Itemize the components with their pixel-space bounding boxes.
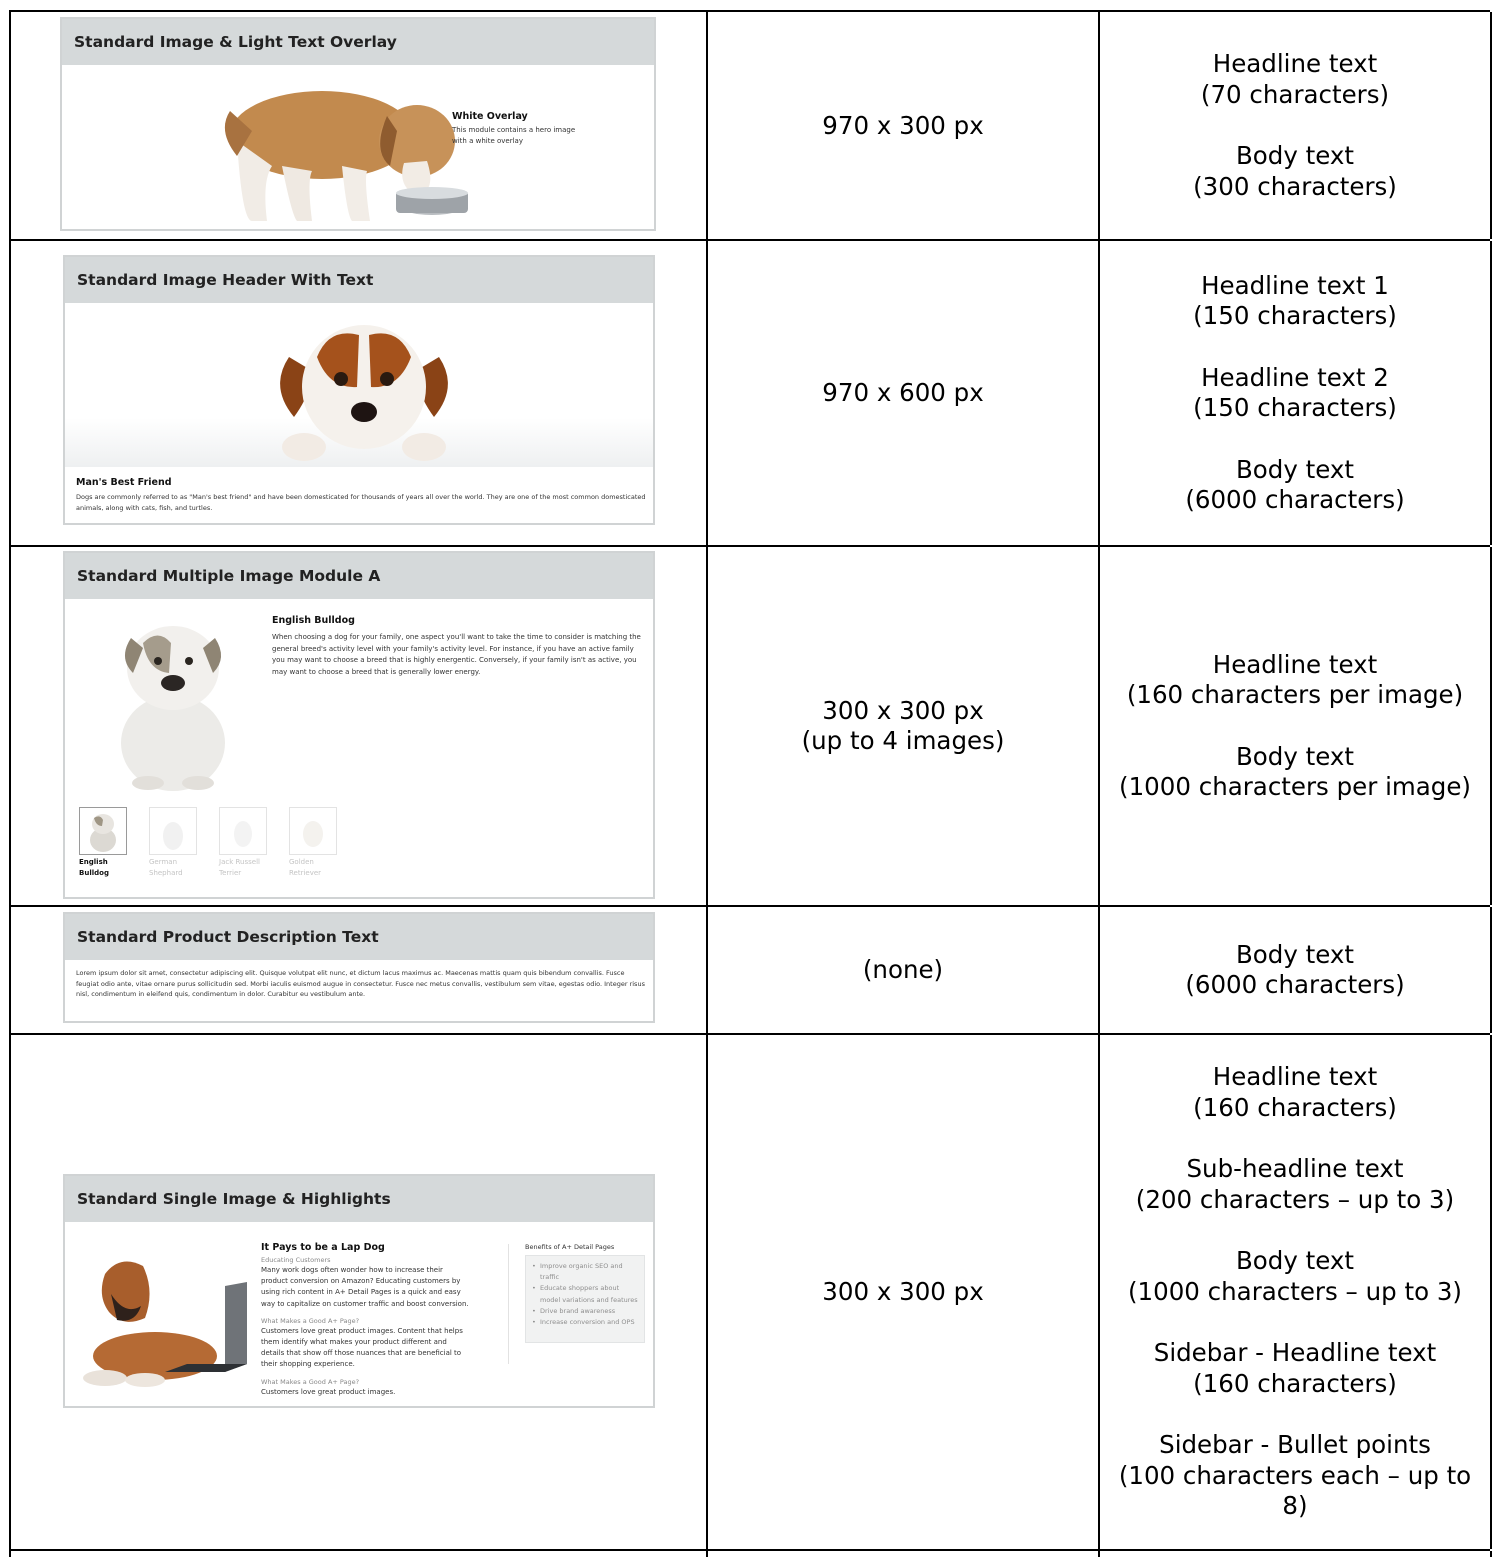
thumbnail-label: Golden Retriever (289, 858, 322, 877)
text-limits-cell (1100, 1035, 1492, 1549)
sub-headline: What Makes a Good A+ Page? (261, 1377, 360, 1386)
image-size-line: 300 x 300 px (822, 1277, 984, 1306)
text-limits-cell (1100, 907, 1492, 1033)
overlay-title: White Overlay (452, 111, 528, 122)
hero-image-area (65, 303, 655, 467)
limit-label: Headline text 1 (1201, 270, 1389, 300)
thumbnail-image (150, 808, 196, 854)
limit-value: (160 characters per image) (1126, 680, 1464, 709)
thumbnail-label: German Shephard (149, 858, 183, 877)
module-title: Standard Image & Light Text Overlay (62, 19, 654, 65)
limit-value: (100 characters each – up to 8) (1118, 1460, 1472, 1521)
limit-label: Headline text 2 (1201, 362, 1389, 392)
highlights-text (261, 1242, 471, 1398)
bulldog-puppy-image (182, 71, 482, 225)
limit-label: Sidebar - Headline text (1153, 1338, 1437, 1368)
table-row (11, 241, 1490, 547)
thumbnail-german-shephard[interactable] (149, 807, 197, 855)
module-preview (60, 17, 656, 231)
image-size-line: 300 x 300 px (822, 696, 984, 725)
english-bulldog-image (103, 613, 243, 793)
white-overlay-box (452, 111, 592, 146)
image-size-line: (none) (862, 955, 944, 984)
limit-label: Headline text (1212, 49, 1378, 78)
table-row (11, 547, 1490, 907)
limit-value: (1000 characters – up to 3) (1127, 1276, 1462, 1306)
sidebar-divider (508, 1244, 509, 1364)
module-preview-cell (11, 1035, 708, 1549)
thumbnail-label: Jack Russell Terrier (219, 858, 260, 877)
boxer-dog-laptop-image (75, 1246, 255, 1396)
sidebar (525, 1242, 645, 1343)
image-size-line: 970 x 600 px (822, 378, 984, 407)
table-row (11, 1035, 1490, 1551)
module-preview (63, 1174, 655, 1408)
sidebar-bullet: • Improve organic SEO and traffic (532, 1261, 638, 1283)
image-size-line: 970 x 300 px (822, 110, 984, 140)
limit-value: (150 characters) (1193, 393, 1397, 422)
image-size-cell (708, 241, 1100, 545)
table-row (11, 12, 1490, 241)
sidebar-bullet: • Drive brand awareness (532, 1306, 638, 1317)
module-preview (63, 255, 655, 525)
limit-value: (160 characters) (1193, 1368, 1397, 1398)
thumbnail-golden-retriever[interactable] (289, 807, 337, 855)
image-size-line: (up to 4 images) (801, 726, 1005, 755)
detail-text (272, 615, 642, 678)
overlay-body: This module contains a hero image with a white overlay (452, 126, 576, 145)
limit-value: (70 characters) (1200, 79, 1390, 109)
module-title: Standard Single Image & Highlights (65, 1176, 653, 1222)
description-body: Lorem ipsum dolor sit amet, consectetur adipiscing elit. Quisque volutpat elit nunc, et dictum lacus maximus ac. Maecenas mattis quam quis bibendum convallis. Fusce feugiat odio ante, vitae ornare purus sollicitudin sed. Morbi iaculis euismod augue in consectetur. Fusce nec metus convallis, vestibulum sem vitae, egestas odio. Integer risus nisl, condimentum in eleifend quis, condimentum in dolor. Curabitur eu vestibulum ante. (76, 969, 645, 998)
sub-headline: What Makes a Good A+ Page? (261, 1316, 360, 1325)
limit-label: Headline text (1212, 649, 1378, 679)
image-size-cell (708, 1035, 1100, 1549)
limit-value: (300 characters) (1193, 171, 1397, 201)
limit-value: (160 characters) (1193, 1092, 1397, 1122)
image-size-cell (708, 12, 1100, 239)
limit-label: Body text (1236, 939, 1354, 969)
highlights-body: Many work dogs often wonder how to increase their product conversion on Amazon? Educating customers by using rich content in A+ Detail Pages is a quick and easy way to capitalize on customer traffic and boost conversion. (261, 1266, 469, 1308)
caption-body: Dogs are commonly referred to as "Man's best friend" and have been domesticated for thousands of years all over the world. They are one of the most common domesticated animals, along with cats, fish, and turtles. (76, 493, 646, 512)
limit-label: Headline text (1212, 1062, 1378, 1092)
thumbnail-jack-russell-terrier[interactable] (219, 807, 267, 855)
limit-label: Sidebar - Bullet points (1159, 1430, 1431, 1460)
module-preview (63, 551, 655, 899)
limit-value: (6000 characters) (1185, 485, 1405, 514)
limit-label: Body text (1236, 1246, 1354, 1276)
image-size-cell (708, 907, 1100, 1033)
text-limits-cell (1100, 12, 1492, 239)
caption-block (76, 477, 646, 514)
sidebar-headline: Benefits of A+ Detail Pages (525, 1243, 615, 1251)
thumbnail-english-bulldog[interactable] (79, 807, 127, 855)
module-title: Standard Image Header With Text (65, 257, 653, 303)
text-limits-cell (1100, 241, 1492, 545)
highlights-body: Customers love great product images. (261, 1387, 396, 1396)
sidebar-box (525, 1255, 645, 1343)
module-title: Standard Product Description Text (65, 914, 653, 960)
limit-label: Body text (1235, 141, 1354, 170)
highlights-headline: It Pays to be a Lap Dog (261, 1242, 385, 1253)
module-preview-cell (11, 12, 708, 239)
module-preview-cell (11, 547, 708, 905)
limit-label: Sub-headline text (1186, 1154, 1404, 1184)
limit-value: (6000 characters) (1185, 970, 1405, 999)
detail-body: When choosing a dog for your family, one aspect you'll want to take the time to consider is matching the general breed's activity level with your family's activity level. For instance, if you have an active family you may want to choose a breed that is highly energentic. Conversely, if your family isn't as active, you may want to choose a breed that is generally lower energy. (272, 633, 641, 676)
sidebar-bullet: • Educate shoppers about model variations and features (532, 1283, 638, 1305)
limit-label: Body text (1236, 454, 1354, 484)
limit-value: (150 characters) (1193, 301, 1397, 330)
image-size-cell (708, 547, 1100, 905)
caption-title: Man's Best Friend (76, 477, 172, 488)
highlights-body: Customers love great product images. Content that helps them identify what makes your product different and details that show off those nuances that are beneficial to their shopping experience. (261, 1326, 463, 1369)
module-preview-cell (11, 907, 708, 1033)
limit-label: Body text (1236, 741, 1354, 771)
puppy-image (249, 317, 479, 467)
detail-headline: English Bulldog (272, 615, 355, 626)
sidebar-bullet: • Increase conversion and OPS (532, 1317, 638, 1328)
thumbnail-image (290, 808, 336, 854)
thumbnail-image (80, 808, 126, 854)
thumbnail-label: English Bulldog (79, 858, 109, 877)
text-limits-cell (1100, 547, 1492, 905)
table-row (11, 907, 1490, 1035)
module-preview (63, 912, 655, 1023)
table-row (11, 1551, 1490, 1557)
module-title: Standard Multiple Image Module A (65, 553, 653, 599)
module-spec-table (9, 10, 1490, 1557)
sub-headline: Educating Customers (261, 1256, 331, 1264)
limit-value: (1000 characters per image) (1119, 772, 1471, 801)
module-preview-cell (11, 241, 708, 545)
thumbnail-image (220, 808, 266, 854)
limit-value: (200 characters – up to 3) (1135, 1184, 1455, 1214)
